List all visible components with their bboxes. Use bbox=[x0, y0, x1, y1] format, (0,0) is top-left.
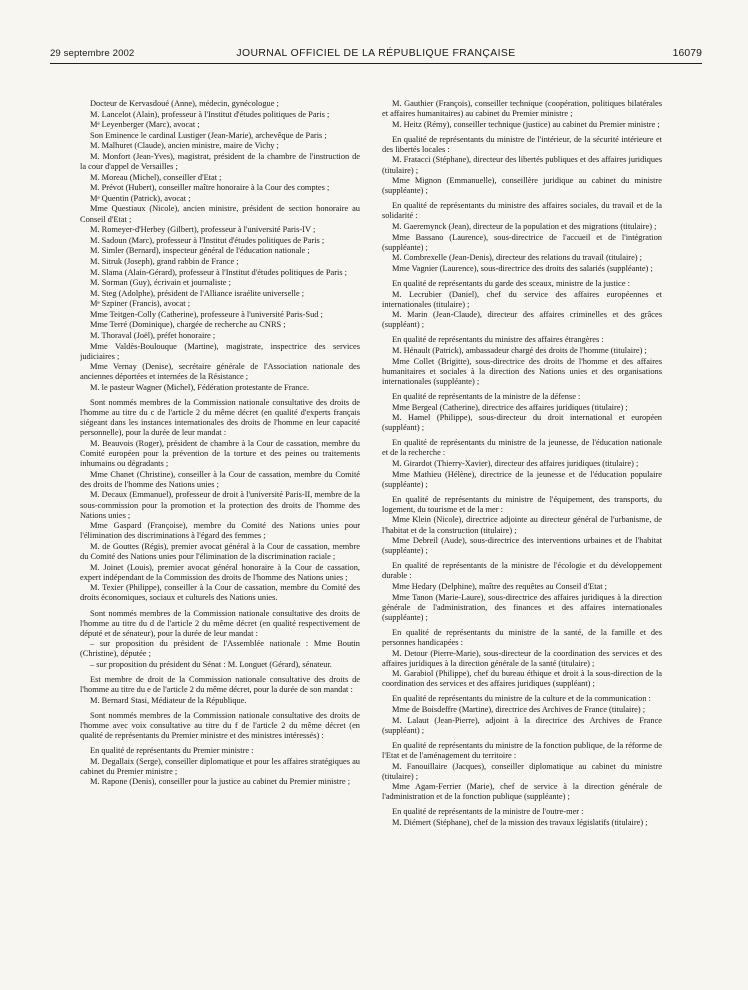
paragraph: M. Rapone (Denis), conseiller pour la justice au cabinet du Premier ministre ; bbox=[90, 777, 351, 787]
paragraph: M. Degallaix (Serge), conseiller diplomatique et pour les affaires stratégiques au cabinet du Premier ministre ; bbox=[80, 756, 360, 776]
paragraph: M. Hamel (Philippe), sous-directeur du droit international et européen (suppléant) ; bbox=[382, 413, 662, 433]
paragraph: M. Girardot (Thierry-Xavier), directeur des affaires juridiques (titulaire) ; bbox=[392, 459, 639, 468]
paragraph: Sont nommés membres de la Commission nationale consultative des droits de l'homme au titre du c de l'article 2 du même décret (en qualité d'experts français siégeant dans les instances internationales des droits de l'homme en leur capacité personnelle), pour la durée de leur mandat : bbox=[80, 398, 360, 438]
paragraph: M. Combrexelle (Jean-Denis), directeur des relations du travail (titulaire) ; bbox=[392, 253, 642, 263]
paragraph: Mme Agam-Ferrier (Marie), chef de service à la direction générale de l'administration et de la fonction publique (suppléante) ; bbox=[382, 782, 662, 802]
page-header bbox=[50, 46, 702, 62]
paragraph: Mme de Boisdeffre (Martine), directrice des Archives de France (titulaire) ; bbox=[392, 705, 646, 715]
paragraph: En qualité de représentants du Premier ministre : bbox=[90, 746, 254, 756]
header-date: 29 septembre 2002 bbox=[50, 48, 135, 59]
paragraph: Mme Collet (Brigitte), sous-directrice des droits de l'homme et des affaires humanitaires et sociales à la direction des Nations unies et des organisations internationales (suppléante) ; bbox=[382, 356, 662, 386]
paragraph: M. Prévot (Hubert), conseiller maître honoraire à la Cour des comptes ; bbox=[90, 183, 330, 193]
paragraph: Mᵉ Szpiner (Francis), avocat ; bbox=[90, 299, 191, 309]
journal-title: JOURNAL OFFICIEL DE LA RÉPUBLIQUE FRANÇAISE bbox=[236, 48, 516, 59]
paragraph: En qualité de représentants du ministre de l'intérieur, de la sécurité intérieure et des libertés locales : bbox=[382, 134, 662, 154]
paragraph: En qualité de représentants du ministre de la culture et de la communication : bbox=[392, 694, 651, 704]
paragraph: M. Detour (Pierre-Marie), sous-directeur de la coordination des services et des affaires juridiques à la direction générale de la santé (titulaire) ; bbox=[382, 648, 662, 668]
paragraph: M. de Gouttes (Régis), premier avocat général à la Cour de cassation, membre du Comité des Nations unies pour l'élimination de la discrimination raciale ; bbox=[80, 541, 360, 562]
paragraph: M. Romeyer-d'Herbey (Gilbert), professeur à l'université Paris-IV ; bbox=[90, 225, 316, 235]
paragraph: M. Fanouillaire (Jacques), conseiller diplomatique au cabinet du ministre (titulaire) ; bbox=[382, 761, 662, 781]
paragraph: En qualité de représentants de la ministre de l'écologie et du développement durable : bbox=[382, 561, 662, 581]
paragraph: En qualité de représentants du ministre des affaires sociales, du travail et de la solidarité : bbox=[382, 201, 662, 221]
paragraph: M. Moreau (Michel), conseiller d'Etat ; bbox=[90, 172, 222, 182]
paragraph: Mme Questiaux (Nicole), ancien ministre, président de section honoraire au Conseil d'Etat ; bbox=[80, 204, 360, 224]
paragraph: M. Bernard Stasi, Médiateur de la République. bbox=[90, 695, 247, 705]
paragraph: M. Beauvois (Roger), président de chambre à la Cour de cassation, membre du Comité européen pour la prévention de la torture et des peines ou traitements inhumains ou dégradants ; bbox=[80, 439, 360, 469]
paragraph: M. Heitz (Rémy), conseiller technique (justice) au cabinet du Premier ministre ; bbox=[392, 119, 660, 129]
paragraph: M. Garabiol (Philippe), chef du bureau éthique et droit à la sous-direction de la coordination des services et des affaires juridiques (suppléant) ; bbox=[382, 669, 662, 689]
paragraph: Mme Mignon (Emmanuelle), conseillère juridique au cabinet du ministre (suppléante) ; bbox=[382, 176, 662, 196]
paragraph: M. Steg (Adolphe), président de l'Alliance israélite universelle ; bbox=[90, 288, 305, 298]
paragraph: M. Decaux (Emmanuel), professeur de droit à l'université Paris-II, membre de la sous-commission pour la promotion et la protection des droits de l'homme des Nations unies ; bbox=[80, 490, 360, 520]
paragraph: Mme Gaspard (Françoise), membre du Comité des Nations unies pour l'élimination des discriminations à l'égard des femmes ; bbox=[80, 521, 360, 541]
paragraph: – sur proposition du président de l'Assemblée nationale : Mme Boutin (Christine), députée ; bbox=[80, 639, 360, 659]
paragraph: Docteur de Kervasdoué (Anne), médecin, gynécologue ; bbox=[90, 99, 279, 108]
paragraph: Mme Vagnier (Laurence), sous-directrice des droits des salariés (suppléante) ; bbox=[392, 263, 653, 273]
paragraph: Mᵉ Leyenberger (Marc), avocat ; bbox=[90, 120, 200, 130]
paragraph: Mme Tanon (Marie-Laure), sous-directrice des affaires juridiques à la direction générale de l'administration, des finances et des affaires internationales (suppléante) ; bbox=[382, 592, 662, 622]
paragraph: Est membre de droit de la Commission nationale consultative des droits de l'homme au titre du e de l'article 2 du même décret, pour la durée de son mandat : bbox=[80, 675, 360, 695]
paragraph: M. le pasteur Wagner (Michel), Fédération protestante de France. bbox=[90, 383, 309, 393]
paragraph: Mᵉ Quentin (Patrick), avocat ; bbox=[90, 193, 191, 203]
paragraph: M. Joinet (Louis), premier avocat général honoraire à la Cour de cassation, expert indépendant de la Commission des droits de l'homme des Nations unies ; bbox=[80, 562, 360, 582]
paragraph: M. Marin (Jean-Claude), directeur des affaires criminelles et des grâces (suppléant) ; bbox=[382, 310, 662, 330]
paragraph: Mme Mathieu (Hélène), directrice de la jeunesse et de l'éducation populaire (suppléante) ; bbox=[382, 469, 662, 489]
paragraph: M. Lancelot (Alain), professeur à l'Institut d'études politiques de Paris ; bbox=[90, 109, 330, 119]
paragraph: Mme Debreil (Aude), sous-directrice des interventions urbaines et de l'habitat (suppléante) ; bbox=[382, 536, 662, 556]
paragraph: Son Eminence le cardinal Lustiger (Jean-Marie), archevêque de Paris ; bbox=[90, 130, 327, 140]
paragraph: M. Slama (Alain-Gérard), professeur à l'Institut d'études politiques de Paris ; bbox=[90, 267, 347, 277]
paragraph: Mme Valdès-Boulouque (Martine), magistrate, inspectrice des services judiciaires ; bbox=[80, 341, 360, 361]
paragraph: M. Texier (Philippe), conseiller à la Cour de cassation, membre du Comité des droits économiques, sociaux et culturels des Nations unies. bbox=[80, 583, 360, 603]
paragraph: Mme Chanet (Christine), conseiller à la Cour de cassation, membre du Comité des droits de l'homme des Nations unies ; bbox=[80, 469, 360, 489]
paragraph: En qualité de représentants du ministre des affaires étrangères : bbox=[392, 335, 604, 345]
paragraph: Mme Bergeal (Catherine), directrice des affaires juridiques (titulaire) ; bbox=[392, 402, 628, 412]
paragraph: M. Hénault (Patrick), ambassadeur chargé des droits de l'homme (titulaire) ; bbox=[392, 346, 647, 356]
paragraph: Mme Bassano (Laurence), sous-directrice de l'accueil et de l'intégration (suppléante) ; bbox=[382, 232, 662, 252]
left-column bbox=[80, 99, 360, 979]
right-column bbox=[382, 99, 662, 979]
paragraph: M. Lalaut (Jean-Pierre), adjoint à la directrice des Archives de France (suppléant) ; bbox=[382, 715, 662, 735]
paragraph: M. Malhuret (Claude), ancien ministre, maire de Vichy ; bbox=[90, 141, 279, 151]
paragraph: En qualité de représentants du ministre de la fonction publique, de la réforme de l'Etat et de l'aménagement du territoire : bbox=[382, 740, 662, 760]
paragraph: M. Sorman (Guy), écrivain et journaliste ; bbox=[90, 278, 231, 288]
paragraph: Mme Terré (Dominique), chargée de recherche au CNRS ; bbox=[90, 320, 286, 330]
paragraph: En qualité de représentants du ministre de la santé, de la famille et des personnes handicapées : bbox=[382, 627, 662, 647]
header-rule bbox=[50, 63, 702, 64]
paragraph: En qualité de représentants du ministre de la jeunesse, de l'éducation nationale et de la recherche : bbox=[382, 438, 662, 458]
paragraph: Mme Teitgen-Colly (Catherine), professeure à l'université Paris-Sud ; bbox=[90, 309, 323, 319]
paragraph: Mme Hedary (Delphine), maître des requêtes au Conseil d'Etat ; bbox=[392, 582, 608, 592]
paragraph: M. Fratacci (Stéphane), directeur des libertés publiques et des affaires juridiques (titulaire) ; bbox=[382, 155, 662, 175]
paragraph: M. Gaeremynck (Jean), directeur de la population et des migrations (titulaire) ; bbox=[392, 222, 657, 232]
paragraph: En qualité de représentants du ministre de l'équipement, des transports, du logement, du tourisme et de la mer : bbox=[382, 494, 662, 514]
paragraph: M. Sitruk (Joseph), grand rabbin de France ; bbox=[90, 256, 239, 266]
paragraph: En qualité de représentants de la ministre de la défense : bbox=[392, 391, 581, 401]
paragraph: M. Sadoun (Marc), professeur à l'Institut d'études politiques de Paris ; bbox=[90, 235, 325, 245]
paragraph: Mme Vernay (Denise), secrétaire générale de l'Association nationale des anciennes déportées et internées de la Résistance ; bbox=[80, 362, 360, 382]
paragraph: En qualité de représentants du garde des sceaux, ministre de la justice : bbox=[392, 279, 630, 288]
paragraph: M. Lecrubier (Daniel), chef du service des affaires européennes et internationales (titulaire) ; bbox=[382, 289, 662, 309]
page-number: 16079 bbox=[672, 48, 702, 59]
paragraph: M. Monfort (Jean-Yves), magistrat, président de la chambre de l'instruction de la cour d'appel de Versailles ; bbox=[80, 151, 360, 172]
paragraph: En qualité de représentants de la ministre de l'outre-mer : bbox=[392, 807, 584, 817]
paragraph: M. Diémert (Stéphane), chef de la mission des travaux législatifs (titulaire) ; bbox=[392, 818, 648, 827]
paragraph: Sont nommés membres de la Commission nationale consultative des droits de l'homme au titre du d de l'article 2 du même décret (en qualité respectivement de député et de sénateur), pour la durée de leur mandat : bbox=[80, 608, 360, 638]
paragraph: – sur proposition du président du Sénat : M. Longuet (Gérard), sénateur. bbox=[90, 659, 332, 669]
paragraph: Sont nommés membres de la Commission nationale consultative des droits de l'homme avec voix consultative au titre du f de l'article 2 du même décret (en qualité de représentants du Premier ministre et des ministres intéressés) : bbox=[80, 710, 360, 741]
paragraph: Mme Klein (Nicole), directrice adjointe au directeur général de l'urbanisme, de l'habitat et de la construction (titulaire) ; bbox=[382, 515, 662, 535]
paragraph: M. Gauthier (François), conseiller technique (coopération, politiques bilatérales et affaires humanitaires) au cabinet du Premier ministre ; bbox=[382, 99, 662, 119]
paragraph: M. Thoraval (Joël), préfet honoraire ; bbox=[90, 331, 216, 341]
paragraph: M. Simler (Bernard), inspecteur général de l'éducation nationale ; bbox=[90, 246, 310, 256]
